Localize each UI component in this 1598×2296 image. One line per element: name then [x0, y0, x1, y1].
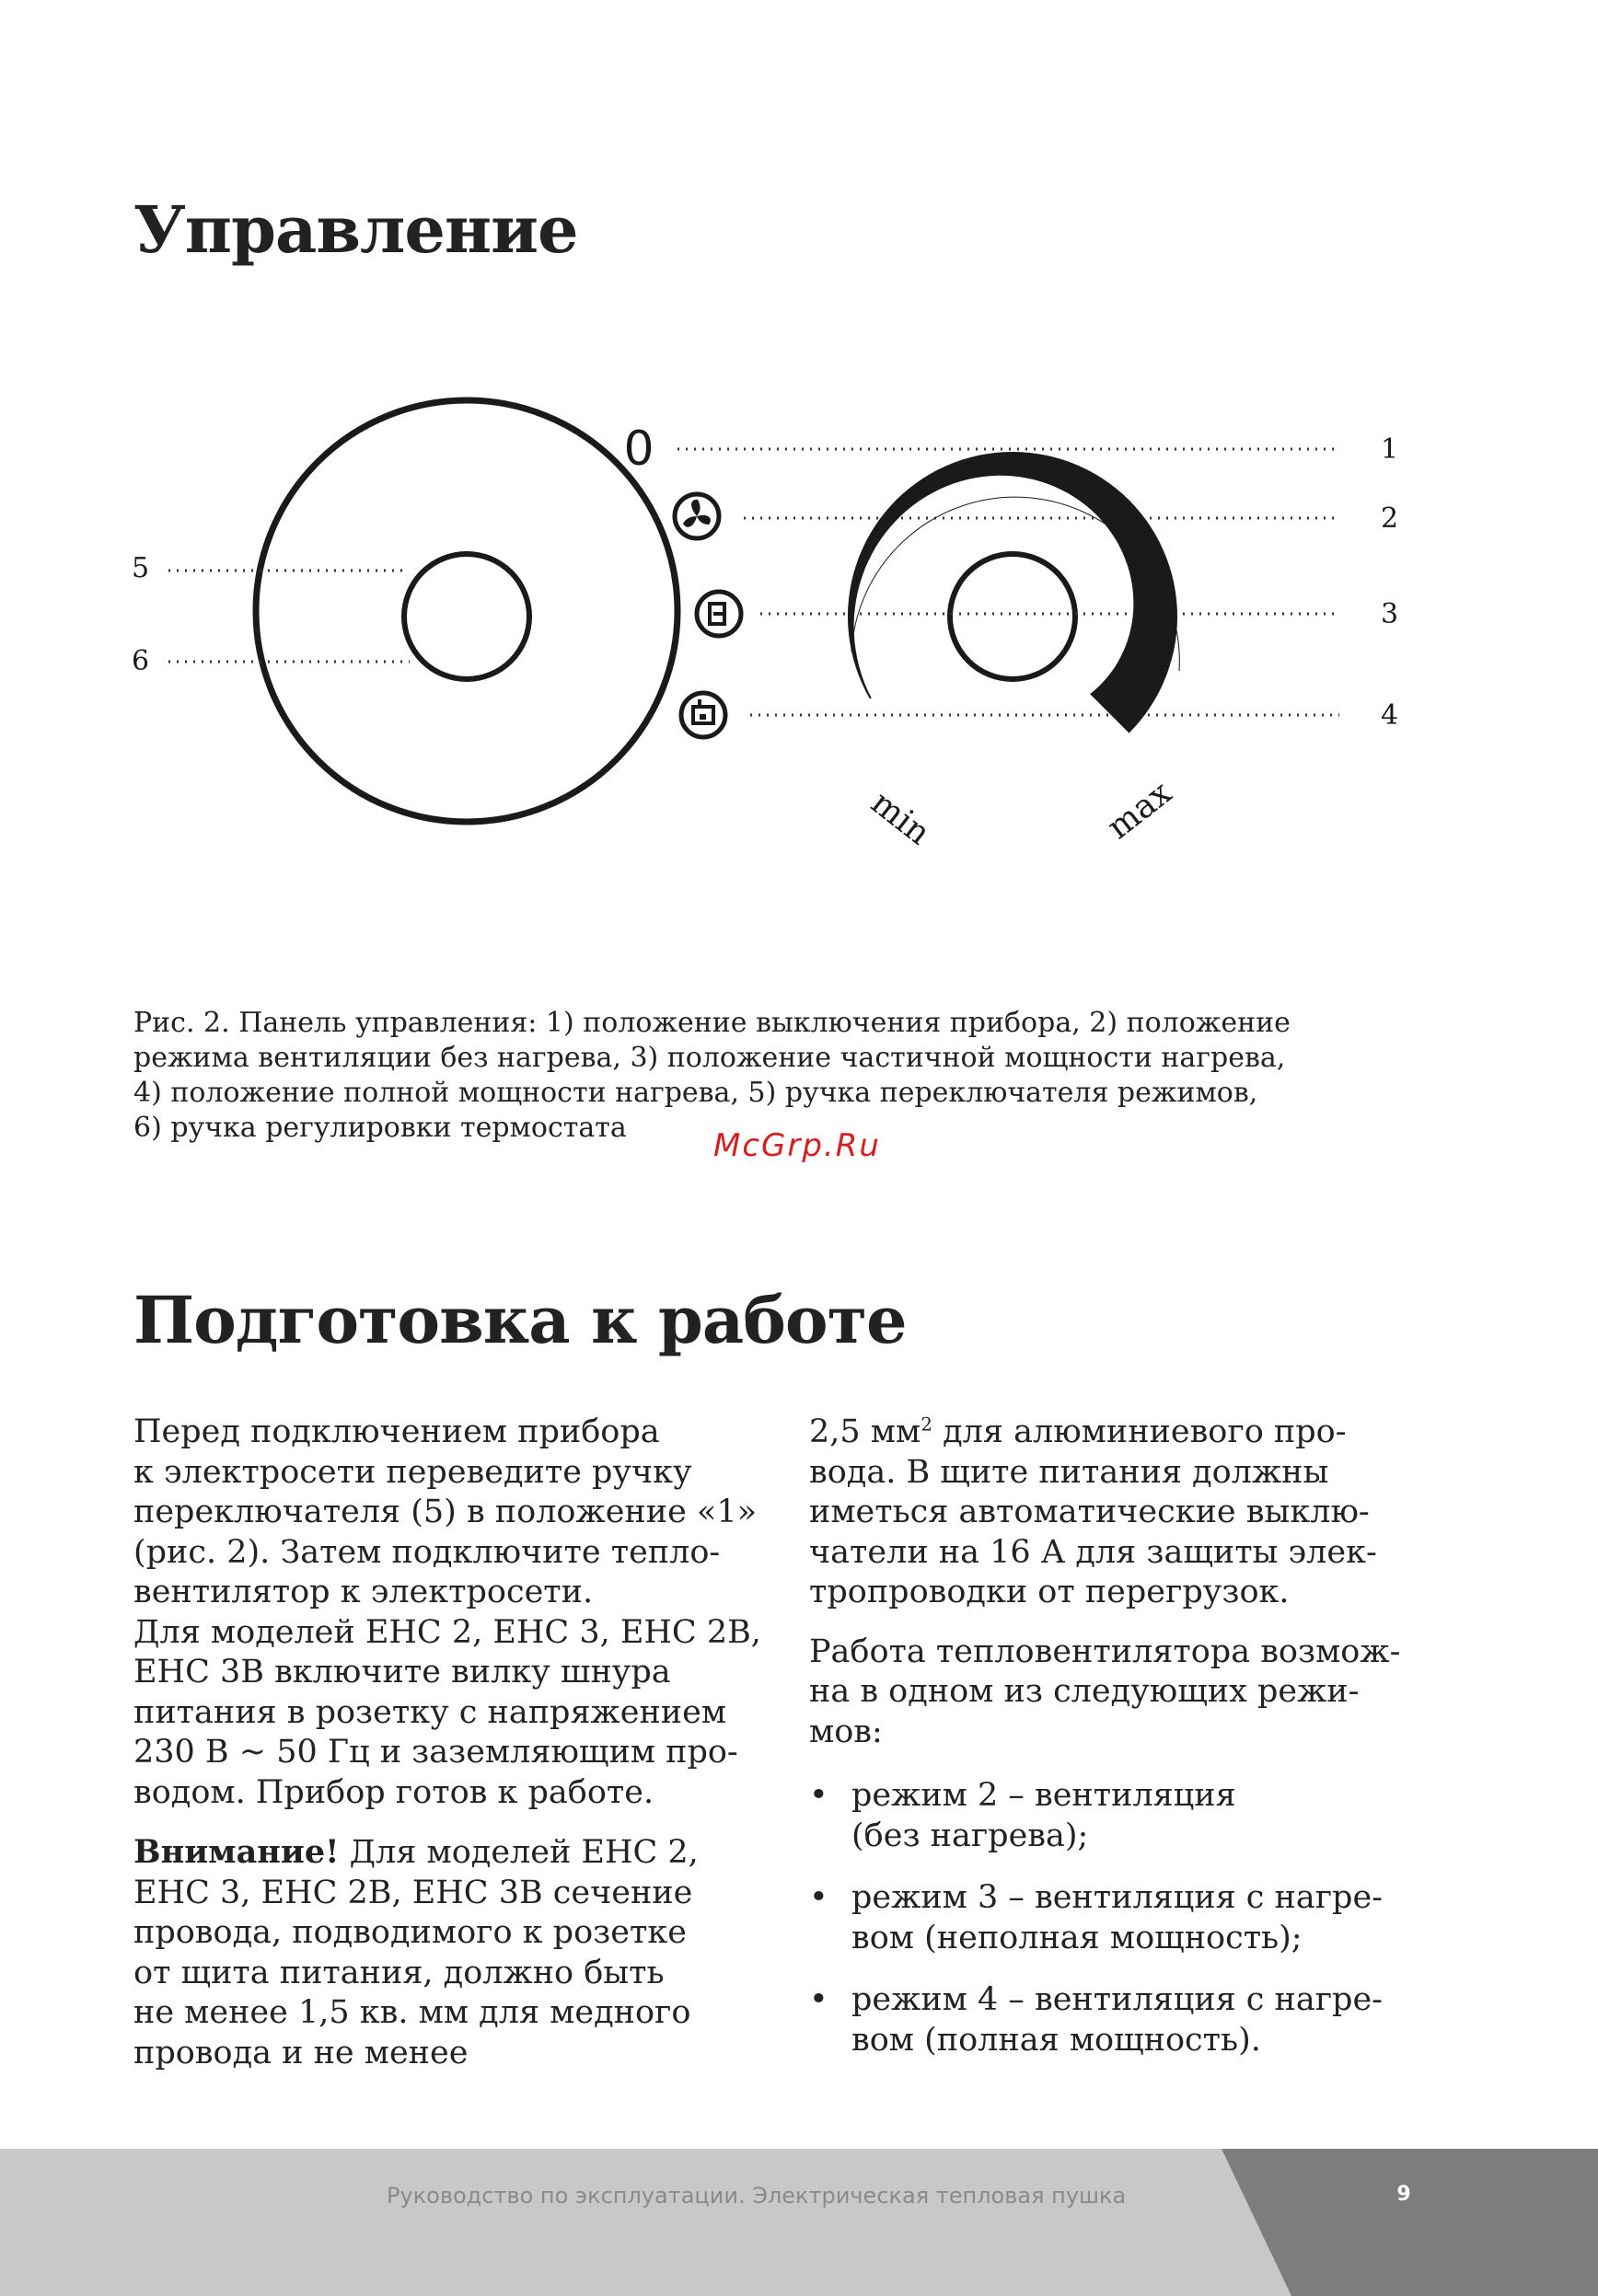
bullet-icon: •	[809, 1879, 828, 1916]
caption-line: 4) положение полной мощности нагрева, 5) ручка переключателя режимов,	[133, 1077, 1258, 1109]
thermostat-scale-wedge	[848, 452, 1177, 733]
text-line: мов:	[809, 1713, 883, 1750]
text-line: вом (полная мощность).	[851, 2021, 1261, 2059]
text-line: вом (неполная мощность);	[851, 1919, 1303, 1956]
text-line: режим 2 – вентиляция	[851, 1777, 1236, 1814]
text-line: Работа тепловентилятора возмож-	[809, 1633, 1401, 1670]
text-line: тропроводки от перегрузок.	[809, 1574, 1290, 1610]
text-fragment: 2,5 мм	[809, 1413, 921, 1450]
callout-2: 2	[1381, 502, 1399, 535]
text-line	[809, 1413, 1509, 1453]
footer-background	[0, 2149, 1598, 2296]
text-line: провода и не менее	[133, 2034, 469, 2071]
list-item	[809, 1878, 1509, 1958]
text-line: Перед подключением прибора	[133, 1413, 660, 1450]
callout-5: 5	[132, 552, 150, 584]
section-title-controls: Управление	[133, 191, 578, 268]
text-fragment: для алюминиевого про-	[932, 1413, 1347, 1450]
section-title-preparation: Подготовка к работе	[133, 1282, 907, 1358]
min-label: min	[863, 783, 937, 853]
text-line: на в одном из следующих режи-	[809, 1673, 1360, 1710]
partial-heat-icon	[697, 592, 741, 636]
max-label: max	[1100, 774, 1179, 848]
bullet-icon: •	[809, 1981, 828, 2018]
warning-paragraph	[133, 1832, 778, 2073]
off-position-label: 0	[623, 421, 654, 477]
text-line: (рис. 2). Затем подключите тепло-	[133, 1533, 721, 1571]
text-line: ЕНС 3В включите вилку шнура	[133, 1654, 671, 1690]
list-item	[809, 1980, 1509, 2060]
text-column-left	[133, 1413, 778, 2093]
caption-line: Рис. 2. Панель управления: 1) положение выключения прибора, 2) положение	[133, 1007, 1291, 1039]
text-line: от щита питания, должно быть	[133, 1954, 665, 1991]
caption-line: 6) ручка регулировки термостата	[133, 1112, 627, 1144]
text-line: чатели на 16 А для защиты элек-	[809, 1533, 1377, 1571]
text-line: переключателя (5) в положение «1»	[133, 1494, 757, 1530]
text-line: провода, подводимого к розетке	[133, 1914, 687, 1951]
paragraph	[809, 1413, 1509, 1613]
page-number: 9	[1396, 2183, 1411, 2206]
watermark: McGrp.Ru	[713, 1127, 881, 1164]
text-line: питания в розетку с напряжением	[133, 1693, 727, 1731]
paragraph	[133, 1413, 778, 1813]
text-line: водом. Прибор готов к работе.	[133, 1773, 654, 1811]
text-line: режим 3 – вентиляция с нагре-	[851, 1879, 1384, 1916]
superscript: 2	[921, 1413, 932, 1436]
callout-1: 1	[1381, 433, 1399, 466]
text-line: режим 4 – вентиляция с нагре-	[851, 1981, 1384, 2018]
full-heat-icon	[681, 693, 725, 737]
mode-list	[809, 1776, 1509, 2060]
text-line: иметься автоматические выклю-	[809, 1494, 1370, 1530]
figure-caption	[133, 1006, 1330, 1146]
footer-title: Руководство по эксплуатации. Электрическая тепловая пушка	[387, 2183, 1127, 2209]
text-fragment: Для моделей ЕНС 2,	[339, 1834, 699, 1871]
bullet-icon: •	[809, 1777, 828, 1814]
list-item	[809, 1776, 1509, 1856]
callout-6: 6	[132, 645, 150, 677]
text-column-right	[809, 1413, 1509, 2083]
text-line: (без нагрева);	[851, 1817, 1089, 1854]
callout-3: 3	[1381, 598, 1399, 630]
control-panel-diagram	[0, 350, 1598, 902]
text-line: вода. В щите питания должны	[809, 1453, 1329, 1491]
paragraph	[809, 1633, 1509, 1753]
mode-switch-knob	[256, 400, 677, 822]
text-line	[133, 1832, 778, 1874]
text-line: не менее 1,5 кв. мм для медного	[133, 1994, 691, 2031]
text-line: Для моделей ЕНС 2, ЕНС 3, ЕНС 2В,	[133, 1613, 761, 1651]
text-line: ЕНС 3, ЕНС 2В, ЕНС 3В сечение	[133, 1874, 693, 1911]
warning-label: Внимание!	[133, 1833, 340, 1871]
text-line: 230 В ~ 50 Гц и заземляющим про-	[133, 1734, 738, 1771]
caption-line: режима вентиляции без нагрева, 3) положение частичной мощности нагрева,	[133, 1042, 1286, 1074]
text-line: вентилятор к электросети.	[133, 1574, 594, 1610]
callout-4: 4	[1381, 699, 1399, 732]
fan-icon	[675, 494, 719, 538]
page-footer	[0, 2149, 1598, 2296]
text-line: к электросети переведите ручку	[133, 1453, 692, 1491]
